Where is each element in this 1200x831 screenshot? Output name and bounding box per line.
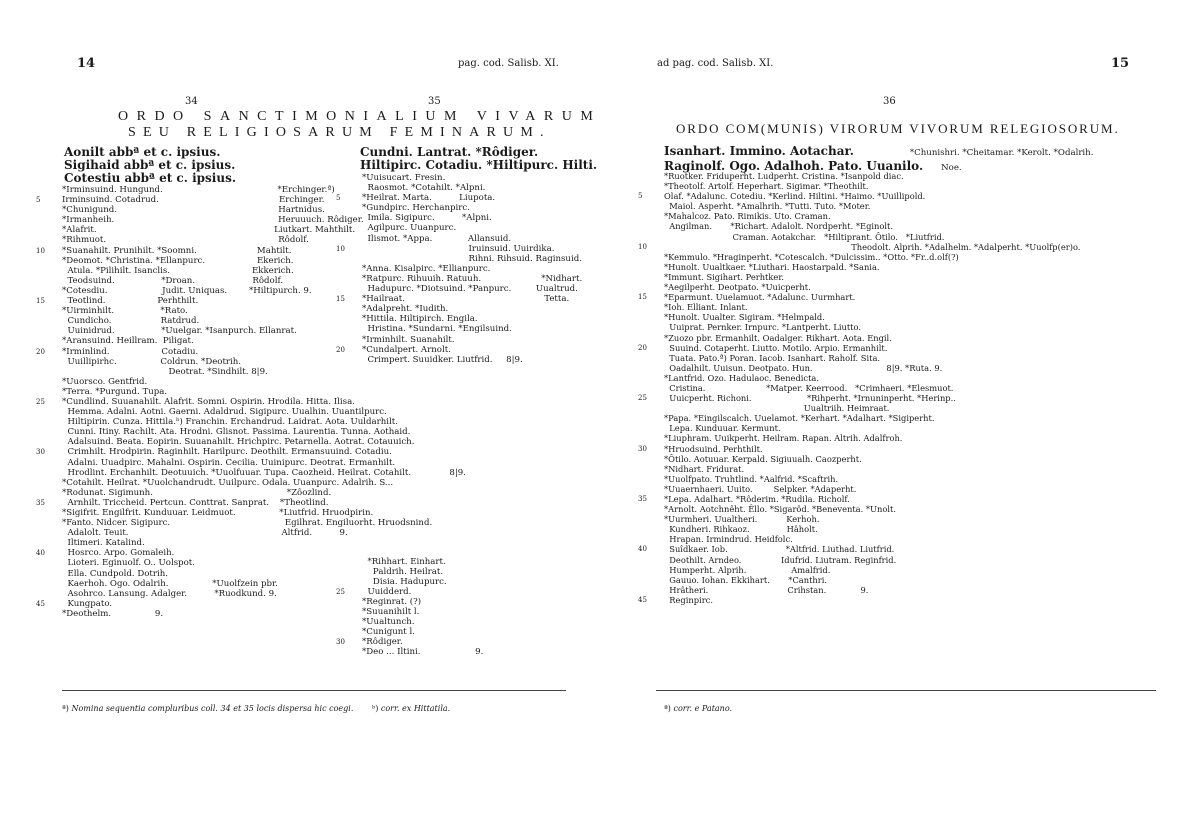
footnote-a-left bbox=[62, 704, 353, 713]
page-number-right: 15 bbox=[1111, 56, 1130, 71]
line-number: 10 bbox=[36, 246, 45, 255]
entry-text: *Cunigunt l. bbox=[362, 627, 415, 638]
column-36-entries bbox=[638, 171, 1081, 605]
footnote-text: Nomina sequentia compluribus coll. 34 et 35 locis dispersa hic coegi. bbox=[71, 704, 354, 713]
entry-text: *Cundalpert. Arnolt. bbox=[362, 344, 451, 355]
line-number: 35 bbox=[36, 498, 45, 507]
line-number: 20 bbox=[36, 347, 45, 356]
entry-text: Hristina. *Sundarni. *Engilsuind. bbox=[362, 324, 512, 335]
entry-line bbox=[664, 232, 1080, 242]
entry-line bbox=[362, 647, 582, 657]
entry-text: *Immunt. Sigihart. Perhtker. bbox=[664, 271, 785, 282]
entry-line bbox=[664, 353, 1080, 363]
entry-text: Asohrco. Lansung. Adalger. *Ruodkund. 9. bbox=[62, 588, 277, 599]
entry-text: Angilman. *Richart. Adalolt. Nordperht. *Eginolt. bbox=[664, 221, 894, 232]
entry-line bbox=[362, 264, 582, 274]
line-number: 35 bbox=[638, 495, 647, 503]
page-number-left: 14 bbox=[77, 56, 96, 71]
line-number: 25 bbox=[36, 397, 45, 406]
entry-line bbox=[664, 373, 1080, 383]
heading-line-1: ORDO SANCTIMONIALIUM VIVARUM bbox=[118, 109, 602, 124]
col35-subheads bbox=[360, 146, 597, 172]
entry-text: Reginpirc. bbox=[664, 594, 713, 605]
entry-line bbox=[362, 203, 582, 213]
heading-line-2: SEU RELIGIOSARUM FEMINARUM. bbox=[128, 125, 551, 140]
entry-text: Uuicperht. Richoni. *Rihperht. *Irnuninperht. *Herinp.. bbox=[664, 393, 956, 404]
line-number: 15 bbox=[336, 295, 345, 304]
entry-text: Iruinsuid. Uuirdika. bbox=[362, 243, 555, 254]
entry-text: *Fanto. Nidcer. Sigipurc. Egilhrat. Engiluorht. Hruodsnind. bbox=[62, 518, 433, 529]
entry-line bbox=[664, 464, 1080, 474]
entry-line bbox=[664, 565, 1080, 575]
entry-text: *Rôdiger. bbox=[362, 637, 403, 648]
subhead: Cundni. Lantrat. *Rôdiger. bbox=[360, 145, 539, 159]
entry-line bbox=[362, 173, 582, 183]
entry-line bbox=[664, 575, 1080, 585]
entry-text: *Reginrat. (?) bbox=[362, 596, 422, 607]
entry-text: Raosmot. *Cotahilt. *Alpni. bbox=[362, 183, 486, 194]
entry-text: *Mahalcoz. Pato. Rimikis. Uto. Craman. bbox=[664, 211, 831, 222]
entry-text: *Rihmuot. Rôdolf. bbox=[62, 235, 309, 246]
entry-text: Disia. Hadupurc. bbox=[362, 576, 447, 587]
entry-text: *Cotesdiu. Judit. Uniquas. *Hiltipurch. 9. bbox=[62, 285, 312, 296]
footnote-mark: ª) bbox=[664, 704, 671, 713]
entry-line bbox=[664, 474, 1080, 484]
running-head-right: ad pag. cod. Salisb. XI. bbox=[657, 58, 774, 69]
entry-line bbox=[362, 324, 582, 334]
entry-line bbox=[664, 504, 1080, 514]
entry-text: *Theotolf. Artolf. Heperhart. Sigimar. *Theothilt. bbox=[664, 181, 869, 192]
line-number: 20 bbox=[336, 345, 345, 354]
entry-text: Cunni. Itiny. Rachilt. Ata. Hrodni. Glisnot. Passima. Laurentia. Tunna. Aothaid. bbox=[62, 427, 411, 438]
entry-text: Deotrat. *Sindhilt. 8|9. bbox=[62, 366, 268, 377]
entry-text: *Uuisucart. Fresin. bbox=[362, 173, 446, 183]
entry-text: Suuind. Cotaperht. Liutto. Motilo. Arpio. Ermanhilt. bbox=[664, 342, 888, 353]
entry-line bbox=[664, 201, 1080, 211]
entry-text: *Rihhart. Einhart. bbox=[362, 556, 446, 567]
entry-line bbox=[664, 534, 1080, 544]
line-number: 5 bbox=[336, 194, 341, 203]
entry-text: *Anna. Kisalpirc. *Ellianpurc. bbox=[362, 263, 491, 274]
entry-text: *Uuorsco. Gentfrid. bbox=[62, 376, 148, 387]
entry-text: Hrapan. Irmindrud. Heidfolc. bbox=[664, 534, 793, 545]
entry-text: Hrodlint. Erchanhilt. Deotuuich. *Uuolfuuar. Tupa. Caozheid. Heilrat. Cotahilt. 8|9. bbox=[62, 467, 466, 478]
entry-line bbox=[336, 637, 582, 648]
footnote-b-left bbox=[372, 704, 450, 713]
entry-text: *Terra. *Purgund. Tupa. bbox=[62, 386, 168, 397]
line-number: 40 bbox=[638, 545, 647, 554]
entry-text: Ella. Cundpold. Dotrih. bbox=[62, 568, 168, 579]
entry-text: Lepa. Kunduuar. Kermunt. bbox=[664, 423, 781, 434]
subhead: Sigihaid abbª et c. ipsius. bbox=[64, 158, 236, 172]
entry-line bbox=[362, 284, 582, 294]
right-page bbox=[600, 0, 1200, 831]
entry-text: *Rodunat. Sigimunh. *Zôozlind. bbox=[62, 487, 332, 498]
entry-line bbox=[362, 446, 582, 456]
entry-text: *Hunolt. Uualtkaer. *Liuthari. Haostarpald. *Sania. bbox=[664, 261, 880, 272]
entry-text: Adalsuind. Beata. Eopirin. Suuanahilt. Hrichpirc. Petarnella. Aotrat. Cotauuich. bbox=[62, 437, 415, 448]
column-number-36: 36 bbox=[883, 96, 896, 107]
line-number: 20 bbox=[638, 343, 647, 352]
entry-text: *Ruotker. Friduperht. Ludperht. Cristina. *Isanpold diac. bbox=[664, 171, 904, 181]
entry-text: *Suanahilt. Prunihilt. *Soomni. Mahtilt. bbox=[62, 245, 292, 256]
entry-text: Uuiprat. Pernker. Irnpurc. *Lantperht. Liutto. bbox=[664, 322, 862, 333]
entry-text: *Hruodsuind. Perhthilt. bbox=[664, 443, 763, 454]
entry-text: Lioteri. Eginuolf. O.. Uolspot. bbox=[62, 558, 195, 569]
entry-line bbox=[638, 342, 1080, 353]
entry-line bbox=[362, 314, 582, 324]
line-number: 15 bbox=[36, 297, 45, 306]
entry-line bbox=[664, 181, 1080, 191]
entry-line bbox=[664, 423, 1080, 433]
entry-text: Tuata. Pato.ª) Poran. Iacob. Isanhart. Raholf. Sita. bbox=[664, 352, 881, 363]
entry-text: Uualtriih. Heimraat. bbox=[664, 403, 890, 414]
entry-line bbox=[664, 454, 1080, 464]
entry-text: Atula. *Pilihilt. Isanclis. Ekkerich. bbox=[62, 265, 294, 276]
line-number: 25 bbox=[336, 587, 345, 596]
subhead: Hiltipirc. Cotadiu. *Hiltipurc. Hilti. bbox=[360, 158, 598, 172]
entry-line bbox=[362, 506, 582, 516]
entry-text: Hiltipirin. Cunza. Hittila.ᵇ) Franchin. Erchandrud. Laidrat. Aota. Uuldarhilt. bbox=[62, 417, 398, 428]
subhead-line bbox=[664, 145, 1093, 160]
entry-line bbox=[664, 272, 1080, 282]
entry-line bbox=[638, 544, 1080, 555]
entry-line bbox=[362, 476, 582, 486]
entry-line bbox=[664, 555, 1080, 565]
entry-text: *Hailraat. Tetta. bbox=[362, 294, 570, 305]
entry-line bbox=[362, 486, 582, 496]
entry-text: *Alafrit. Liutkart. Mahthilt. bbox=[62, 225, 356, 236]
entry-line bbox=[362, 435, 582, 445]
entry-text: *Arnolt. Aotchnêht. Êllo. *Sigarôd. *Beneventa. *Unolt. bbox=[664, 504, 897, 515]
entry-text: Craman. Aotakchar. *Hiltiprant. Ôtilo. *Liutfrid. bbox=[664, 231, 945, 242]
entry-text: Hrâtheri. Crihstan. 9. bbox=[664, 584, 869, 595]
entry-line bbox=[638, 191, 1080, 202]
entry-text: Maiol. Asperht. *Amalhrih. *Tutti. Tuto. *Moter. bbox=[664, 201, 871, 212]
entry-text: *Suuanihilt l. bbox=[362, 607, 420, 618]
entry-line bbox=[362, 254, 582, 264]
entry-line bbox=[362, 526, 582, 536]
footnote-mark: ᵇ) bbox=[372, 704, 379, 713]
entry-line bbox=[362, 395, 582, 405]
entry-text: *Aransuind. Heillram. Piligat. bbox=[62, 336, 194, 347]
entry-text: *Deothelm. 9. bbox=[62, 608, 164, 619]
entry-text: Iltimeri. Katalind. bbox=[62, 538, 145, 549]
entry-line bbox=[664, 413, 1080, 423]
footnote-a-right bbox=[664, 704, 732, 713]
entry-line bbox=[664, 221, 1080, 231]
column-number-35: 35 bbox=[428, 96, 441, 107]
subhead-extra: *Chunishri. *Cheitamar. *Kerolt. *Odalrih. bbox=[909, 148, 1094, 158]
entry-text: Teodsuind. *Droan. Rôdolf. bbox=[62, 275, 284, 286]
entry-line bbox=[664, 171, 1080, 181]
entry-line bbox=[336, 344, 582, 355]
entry-text: *Ioh. Elliant. Inlant. bbox=[664, 302, 748, 313]
entry-line bbox=[362, 557, 582, 567]
entry-line bbox=[664, 262, 1080, 272]
footnote-rule-right bbox=[656, 690, 1156, 691]
subhead: Isanhart. Immino. Aotachar. bbox=[664, 144, 854, 158]
entry-text: Imila. Sigipurc. *Alpni. bbox=[362, 213, 492, 224]
entry-line bbox=[664, 585, 1080, 595]
entry-line bbox=[362, 597, 582, 607]
heading-right: ORDO COM(MUNIS) VIRORUM VIVORUM RELEGIOSORUM. bbox=[676, 121, 1120, 136]
entry-line bbox=[664, 403, 1080, 413]
entry-text: Adalni. Uuadpirc. Mahalni. Ospirin. Cecilia. Uuinipurc. Deotrat. Ermanhilt. bbox=[62, 457, 396, 468]
entry-line bbox=[664, 322, 1080, 332]
entry-line bbox=[362, 335, 582, 345]
entry-text: Uuillipirhc. Coldrun. *Deotrih. bbox=[62, 356, 242, 367]
entry-line bbox=[362, 617, 582, 627]
entry-text: *Uualtunch. bbox=[362, 617, 415, 628]
entry-text: *Deo ... Iltini. 9. bbox=[362, 647, 484, 658]
entry-text: Theodolt. Alprih. *Adalhelm. *Adalperht. *Uuolfp(er)o. bbox=[664, 241, 1081, 252]
entry-line bbox=[362, 577, 582, 587]
entry-line bbox=[638, 292, 1080, 303]
line-number: 40 bbox=[36, 549, 45, 558]
entry-text: Rihni. Rihsuid. Raginsuid. bbox=[362, 253, 582, 264]
entry-line bbox=[362, 274, 582, 284]
line-number: 5 bbox=[638, 192, 643, 201]
entry-text: Teotlind. Perhthilt. bbox=[62, 296, 199, 307]
entry-text: Hadupurc. *Diotsuind. *Panpurc. Uualtrud. bbox=[362, 284, 578, 295]
line-number: 10 bbox=[638, 242, 647, 251]
entry-line bbox=[362, 466, 582, 476]
entry-text: *Uuaernhaeri. Uuito. Selpker. *Adaperht. bbox=[664, 483, 857, 494]
entry-text: *Uirminhilt. *Rato. bbox=[62, 306, 188, 317]
entry-text: Cristina. *Matper. Keerrood. *Crimhaeri. *Elesmuot. bbox=[664, 382, 954, 393]
line-number: 30 bbox=[638, 444, 647, 453]
subhead: Cotestiu abbª et c. ipsius. bbox=[64, 171, 237, 185]
entry-line bbox=[362, 234, 582, 244]
entry-line bbox=[362, 355, 582, 365]
entry-line bbox=[664, 252, 1080, 262]
entry-text: *Liuphram. Uuikperht. Heilram. Rapan. Altrih. Adalfroh. bbox=[664, 433, 903, 444]
entry-text: Arnhilt. Triccheid. Pertcun. Conttrat. Sanprat. *Theotlind. bbox=[62, 497, 329, 508]
entry-text: Hemma. Adalni. Aotni. Gaerni. Adaldrud. Sigipurc. Uualhin. Uuantilpurc. bbox=[62, 407, 387, 418]
entry-line bbox=[362, 627, 582, 637]
entry-line bbox=[336, 586, 582, 597]
line-number: 45 bbox=[36, 599, 45, 608]
line-number: 15 bbox=[638, 293, 647, 302]
footnote-text: corr. e Patano. bbox=[673, 704, 733, 713]
entry-line bbox=[362, 183, 582, 193]
line-number: 10 bbox=[336, 244, 345, 253]
entry-line bbox=[638, 594, 1080, 605]
entry-text: Ilismot. *Appa. Allansuid. bbox=[362, 233, 512, 244]
entry-text: *Uuolfpato. Truhtlind. *Aalfrid. *Scaftrih. bbox=[664, 473, 839, 484]
col34-subheads bbox=[64, 146, 236, 185]
footnote-mark: ª) bbox=[62, 704, 69, 713]
column-35-entries bbox=[336, 173, 583, 658]
entry-text: *Uurmheri. Uualtheri. Kerhoh. bbox=[664, 514, 820, 525]
entry-text: *Deomot. *Christina. *Ellanpurc. Ekerich. bbox=[62, 255, 294, 266]
entry-line bbox=[664, 433, 1080, 443]
entry-text: *Hunolt. Uualter. Sigiram. *Helmpald. bbox=[664, 312, 825, 323]
entry-text: Cundicho. Ratdrud. bbox=[62, 316, 200, 327]
entry-text: *Aegilperht. Deotpato. *Uuicperht. bbox=[664, 282, 811, 293]
running-head-left: pag. cod. Salisb. XI. bbox=[458, 58, 559, 69]
entry-text: *Cundlind. Suuanahilt. Alafrit. Somni. Ospirin. Hrodila. Hitta. Ilisa. bbox=[62, 396, 355, 407]
entry-line bbox=[664, 282, 1080, 292]
entry-text: Hosrco. Arpo. Gomaleih. bbox=[62, 548, 175, 559]
entry-text: *Hittila. Hiltipirch. Engila. bbox=[362, 314, 478, 325]
entry-text: *Nidhart. Fridurat. bbox=[664, 463, 745, 474]
entry-text: *Irmanheih. Heruuuch. Rôdiger. bbox=[62, 215, 364, 226]
entry-line bbox=[362, 365, 582, 375]
entry-line bbox=[664, 211, 1080, 221]
entry-text: Paldrih. Heilrat. bbox=[362, 566, 444, 577]
line-number: 5 bbox=[36, 196, 41, 205]
entry-line bbox=[362, 375, 582, 385]
entry-text: *Lantfrid. Ozo. Hadulaoc. Benedicta. bbox=[664, 372, 819, 383]
entry-text: Crimhilt. Hrodpirin. Raginhilt. Harilpurc. Deothilt. Ermansuuind. Cotadiu. bbox=[62, 447, 392, 458]
entry-text: Adalolt. Teuit. Altfrid. 9. bbox=[62, 528, 348, 539]
subhead-extra: Noe. bbox=[941, 163, 962, 173]
entry-line bbox=[362, 304, 582, 314]
entry-text: *Sigifrit. Engilfrit. Kunduuar. Leidmuot. *Liutfrid. Hruodpirin. bbox=[62, 508, 374, 518]
entry-line bbox=[664, 514, 1080, 524]
line-number: 30 bbox=[336, 638, 345, 647]
footnote-text: corr. ex Hittatila. bbox=[380, 704, 451, 713]
entry-text: *Papa. *Eingilscalch. Uuelamot. *Kerhart. *Adalhart. *Sigiperht. bbox=[664, 413, 935, 424]
entry-text: *Gundpirc. Herchanpirc. bbox=[362, 203, 470, 214]
entry-line bbox=[664, 524, 1080, 534]
entry-text: *Irminlind. Cotadiu. bbox=[62, 346, 199, 357]
entry-text: *Irminhilt. Suanahilt. bbox=[362, 334, 455, 345]
entry-line bbox=[664, 363, 1080, 373]
entry-line bbox=[336, 193, 582, 204]
entry-text: Gauuo. Iohan. Ekkihart. *Canthri. bbox=[664, 574, 828, 585]
entry-text: Oadalhilt. Uuisun. Deotpato. Hun. 8|9. *Ruta. 9. bbox=[664, 362, 943, 373]
entry-line bbox=[362, 496, 582, 506]
entry-line bbox=[638, 443, 1080, 454]
entry-text: *Lepa. Adalhart. *Rôderim. *Rudila. Richolf. bbox=[664, 494, 850, 504]
entry-text: *Ratpurc. Rihuuih. Ratuuh. *Nidhart. bbox=[362, 273, 583, 284]
entry-text: Crimpert. Suuidker. Liutfrid. 8|9. bbox=[362, 354, 523, 365]
entry-line bbox=[362, 405, 582, 415]
entry-text: *Chunigund. Hartnidus. bbox=[62, 205, 325, 216]
entry-line bbox=[336, 294, 582, 305]
entry-text: Kungpato. bbox=[62, 598, 113, 609]
entry-text: Humperht. Alprih. Amalfrid. bbox=[664, 564, 831, 575]
entry-text: *Ôtilo. Aotuuar. Kerpald. Sigiuualh. Caozperht. bbox=[664, 453, 862, 464]
entry-text: *Eparmunt. Uuelamuot. *Adalunc. Uurmhart. bbox=[664, 292, 856, 303]
entry-text: Deothilt. Arndeo. Idufrid. Liutram. Reginfrid. bbox=[664, 554, 897, 565]
entry-line bbox=[664, 302, 1080, 312]
entry-line bbox=[362, 425, 582, 435]
entry-line bbox=[362, 223, 582, 233]
footnote-rule-left bbox=[62, 690, 566, 691]
entry-line bbox=[362, 385, 582, 395]
entry-text: Suîdkaer. Iob. *Altfrid. Liuthad. Liutfrid. bbox=[664, 544, 895, 555]
entry-line bbox=[664, 383, 1080, 393]
entry-text: Uuinidrud. *Uuelgar. *Isanpurch. Ellanrat. bbox=[62, 326, 297, 337]
line-number: 25 bbox=[638, 394, 647, 403]
entry-line bbox=[362, 536, 582, 546]
entry-line bbox=[638, 393, 1080, 404]
entry-text: *Zuozo pbr. Ermanhilt. Oadalger. Rikhart. Aota. Engil. bbox=[664, 332, 892, 343]
column-number-34: 34 bbox=[185, 96, 198, 107]
subhead: Aonilt abbª et c. ipsius. bbox=[64, 145, 221, 159]
entry-text: *Irminsuind. Hungund. *Erchinger.ª) bbox=[62, 185, 335, 195]
entry-line bbox=[362, 516, 582, 526]
entry-line bbox=[638, 494, 1080, 504]
entry-text: *Heilrat. Marta. Liupota. bbox=[362, 193, 496, 204]
entry-text: *Cotahilt. Heilrat. *Uuolchandrudt. Uuilpurc. Odala. Uuanpurc. Adalrih. S... bbox=[62, 477, 394, 488]
entry-text: Kundheri. Rihkaoz. Hâholt. bbox=[664, 524, 818, 535]
entry-text: Uuidderd. bbox=[362, 586, 412, 597]
entry-text: Agilpurc. Uuanpurc. bbox=[362, 223, 457, 234]
subhead: Raginolf. Ogo. Adalhoh. Pato. Uuanilo. bbox=[664, 159, 924, 173]
entry-text: Irminsuind. Cotadrud. Erchinger. bbox=[62, 195, 325, 206]
entry-line bbox=[664, 484, 1080, 494]
entry-line bbox=[664, 333, 1080, 343]
line-number: 45 bbox=[638, 595, 647, 604]
entry-line bbox=[362, 607, 582, 617]
entry-text: Kaerhoh. Ogo. Odalrih. *Uuolfzein pbr. bbox=[62, 578, 278, 589]
entry-line bbox=[664, 312, 1080, 322]
entry-line bbox=[336, 243, 582, 254]
entry-line bbox=[362, 213, 582, 223]
entry-text: Olaf. *Adalunc. Cotediu. *Kerlind. Hiltini. *Haimo. *Uuillipold. bbox=[664, 191, 926, 202]
entry-text: *Kemmulo. *Hraginperht. *Cotescalch. *Dulcissim.. *Otto. *Fr..d.olf(?) bbox=[664, 251, 959, 262]
line-number: 30 bbox=[36, 448, 45, 457]
entry-line bbox=[638, 241, 1081, 252]
entry-text: *Adalpreht. *Iudith. bbox=[362, 304, 449, 315]
entry-line bbox=[362, 567, 582, 577]
entry-line bbox=[362, 415, 582, 425]
entry-line bbox=[362, 456, 582, 466]
entry-line bbox=[362, 546, 582, 556]
